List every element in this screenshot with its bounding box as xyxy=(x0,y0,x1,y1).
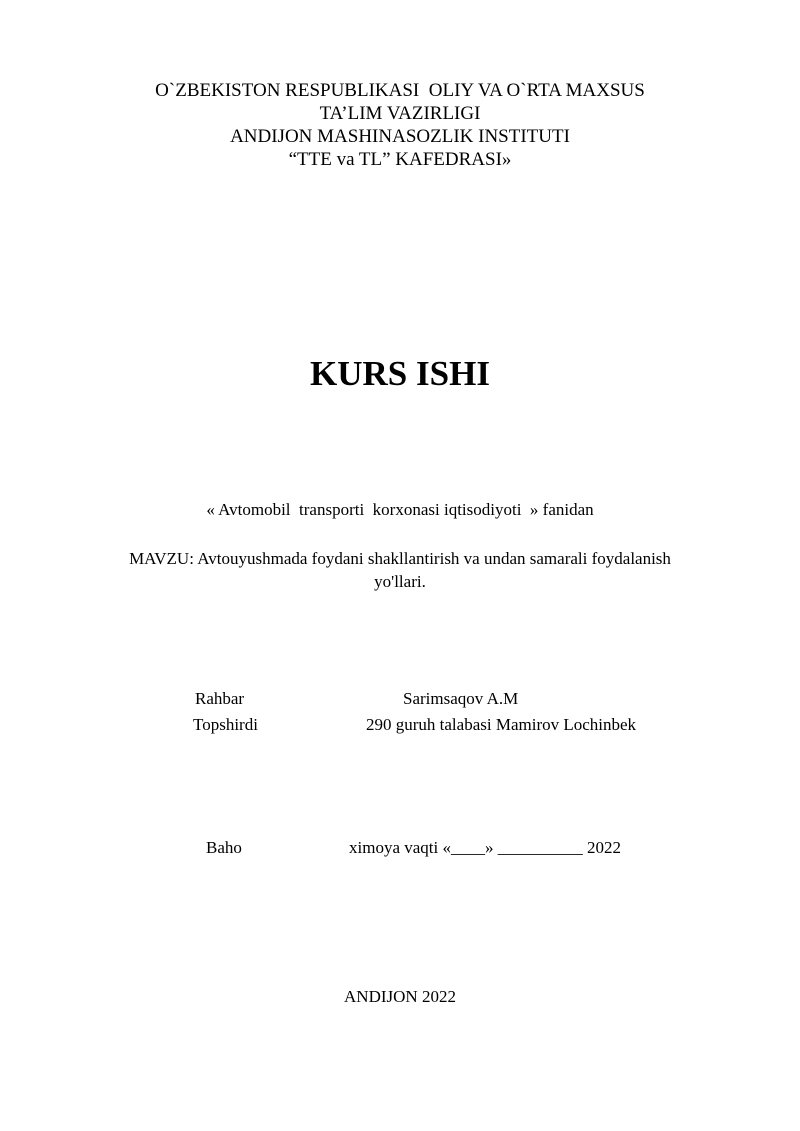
topic-block xyxy=(0,547,800,593)
subject-line: « Avtomobil transporti korxonasi iqtisodiyoti » fanidan xyxy=(206,500,594,519)
topic-line-1: MAVZU: Avtouyushmada foydani shakllantirish va undan samarali foydalanish xyxy=(129,549,671,568)
footer-city-year: ANDIJON 2022 xyxy=(344,987,456,1006)
topic-line-2: yo'llari. xyxy=(374,572,426,591)
header-line-4: “TTE va TL” KAFEDRASI» xyxy=(288,149,512,170)
grade-label: Baho xyxy=(206,838,242,857)
defense-time-line: ximoya vaqti «____» __________ 2022 xyxy=(349,838,621,857)
submitter-label: Topshirdi xyxy=(193,715,258,734)
submitter-name: 290 guruh talabasi Mamirov Lochinbek xyxy=(366,715,637,734)
document-title: KURS ISHI xyxy=(310,354,490,393)
header-line-3: ANDIJON MASHINASOZLIK INSTITUTI xyxy=(230,126,570,147)
supervisor-name: Sarimsaqov A.M xyxy=(403,689,519,708)
header-line-1: O`ZBEKISTON RESPUBLIKASI OLIY VA O`RTA MAXSUS xyxy=(155,80,645,101)
header-line-2: TA’LIM VAZIRLIGI xyxy=(319,103,481,124)
institution-header xyxy=(0,79,800,171)
supervisor-label: Rahbar xyxy=(195,689,245,708)
